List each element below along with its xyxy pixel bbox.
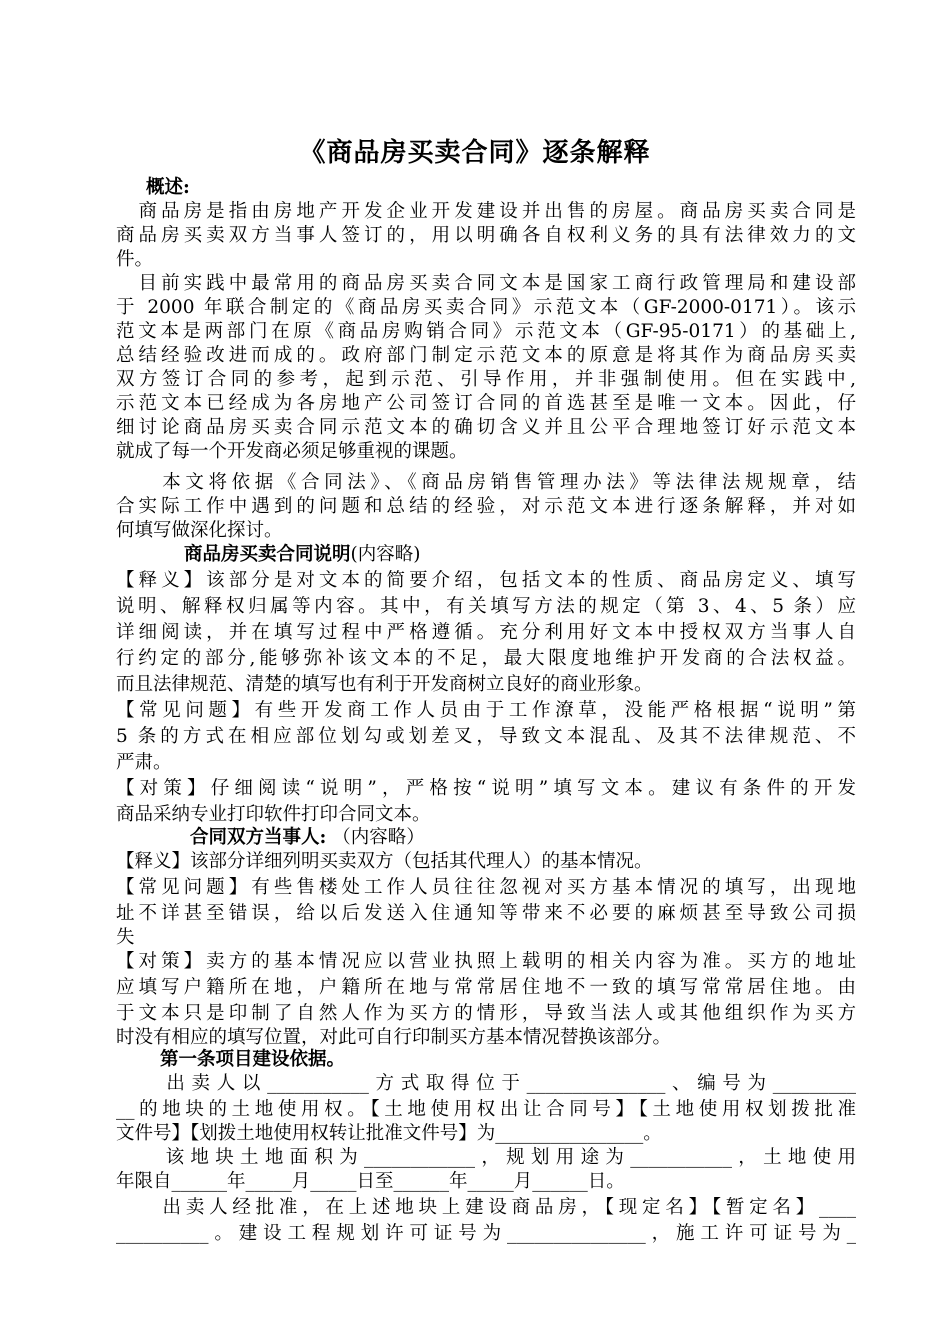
article-heading: 第一条项目建设依据。 <box>160 1049 346 1070</box>
paragraph-line: 商品房是指由房地产开发企业开发建设并出售的房屋。商品房买卖合同是 <box>116 201 856 222</box>
paragraph-line: 址不详甚至错误，给以后发送入住通知等带来不必要的麻烦甚至导致公司损 <box>116 903 856 924</box>
document-title: 《商品房买卖合同》逐条解释 <box>299 138 651 168</box>
paragraph-line: 而且法律规范、清楚的填写也有利于开发商树立良好的商业形象。 <box>116 674 653 695</box>
paragraph-line: 年限自______年_____月_____日至______年_____月______日。 <box>116 1171 625 1192</box>
paragraph-line: 【释义】该部分详细列明买卖双方（包括其代理人）的基本情况。 <box>116 851 653 872</box>
paragraph-line: __的地块的土地使用权。【土地使用权出让合同号】【土地使用权划拨批准 <box>116 1099 856 1120</box>
section-heading <box>190 826 930 850</box>
paragraph-line: 件。 <box>116 249 154 270</box>
paragraph-line: 出卖人经批准，在上述地块上建设商品房，【现定名】【暂定名】____ <box>116 1197 856 1218</box>
paragraph-line: 5 条的方式在相应部位划勾或划差叉，导致文本混乱、及其不法律规范、不 <box>116 726 856 747</box>
paragraph-line: 总结经验改进而成的。政府部门制定示范文本的原意是将其作为商品房买卖 <box>116 345 856 366</box>
paragraph-line: 文件号】【划拨土地使用权转让批准文件号】为________________。 <box>116 1123 662 1144</box>
paragraph-line: 示范文本已经成为各房地产公司签订合同的首选甚至是唯一文本。因此，仔 <box>116 393 856 414</box>
paragraph-line: 商品采纳专业打印软件打印合同文本。 <box>116 804 431 825</box>
paragraph-line: 【对策】仔细阅读“说明”，严格按“说明”填写文本。建议有条件的开发 <box>116 778 856 799</box>
paragraph-line: 商品房买卖双方当事人签订的，用以明确各自权利义务的具有法律效力的文 <box>116 225 856 246</box>
paragraph-line: 详细阅读，并在填写过程中严格遵循。充分利用好文本中授权双方当事人自 <box>116 622 856 643</box>
paragraph-line: 该地块土地面积为____________，规划用途为___________，土地使用 <box>116 1147 856 1168</box>
paragraph-line: 就成了每一个开发商必须足够重视的课题。 <box>116 441 468 462</box>
paragraph-line: 本文将依据《合同法》、《商品房销售管理办法》等法律法规规章，结 <box>116 472 856 493</box>
paragraph-line: 【对策】卖方的基本情况应以营业执照上载明的相关内容为准。买方的地址 <box>116 951 856 972</box>
paragraph-line: 双方签订合同的参考，起到示范、引导作用，并非强制使用。但在实践中, <box>116 369 856 390</box>
paragraph-line: 【常见问题】有些售楼处工作人员往往忽视对买方基本情况的填写，出现地 <box>116 877 856 898</box>
paragraph-line: 出卖人以___________方式取得位于_______________、编号为_________ <box>116 1073 856 1094</box>
paragraph-line: 细讨论商品房买卖合同示范文本的确切含义并且公平合理地签订好示范文本 <box>116 417 856 438</box>
section-heading <box>184 543 924 567</box>
paragraph-line: 何填写做深化探讨。 <box>116 520 283 541</box>
section-heading-note: (内容略) <box>350 544 421 565</box>
paragraph-line: 范文本是两部门在原《商品房购销合同》示范文本（GF-95-0171）的基础上, <box>116 321 856 342</box>
paragraph-line: 【常见问题】有些开发商工作人员由于工作潦草，没能严格根据“说明”第 <box>116 700 856 721</box>
paragraph-line: 严肃。 <box>116 752 172 773</box>
paragraph-line: __________。建设工程规划许可证号为_______________，施工许可证号为_ <box>116 1223 856 1244</box>
overview-heading: 概述: <box>146 177 190 198</box>
section-heading-note: （内容略） <box>332 827 425 848</box>
paragraph-line: 【释义】该部分是对文本的简要介绍，包括文本的性质、商品房定义、填写 <box>116 570 856 591</box>
paragraph-line: 时没有相应的填写位置，对此可自行印制买方基本情况替换该部分。 <box>116 1027 672 1048</box>
section-heading-text: 合同双方当事人: <box>190 827 327 848</box>
paragraph-line: 目前实践中最常用的商品房买卖合同文本是国家工商行政管理局和建设部 <box>116 273 856 294</box>
paragraph-line: 合实际工作中遇到的问题和总结的经验，对示范文本进行逐条解释，并对如 <box>116 496 856 517</box>
paragraph-line: 说明、解释权归属等内容。其中，有关填写方法的规定（第 3、4、5 条）应 <box>116 596 856 617</box>
paragraph-line: 失 <box>116 927 135 948</box>
paragraph-line: 于文本只是印制了自然人作为买方的情形，导致当法人或其他组织作为买方 <box>116 1003 856 1024</box>
paragraph-line: 行约定的部分,能够弥补该文本的不足，最大限度地维护开发商的合法权益。 <box>116 648 856 669</box>
paragraph-line: 于 2000 年联合制定的《商品房买卖合同》示范文本（GF-2000-0171）。该示 <box>116 297 856 318</box>
paragraph-line: 应填写户籍所在地，户籍所在地与常常居住地不一致的填写常常居住地。由 <box>116 977 856 998</box>
section-heading-text: 商品房买卖合同说明 <box>184 544 351 565</box>
